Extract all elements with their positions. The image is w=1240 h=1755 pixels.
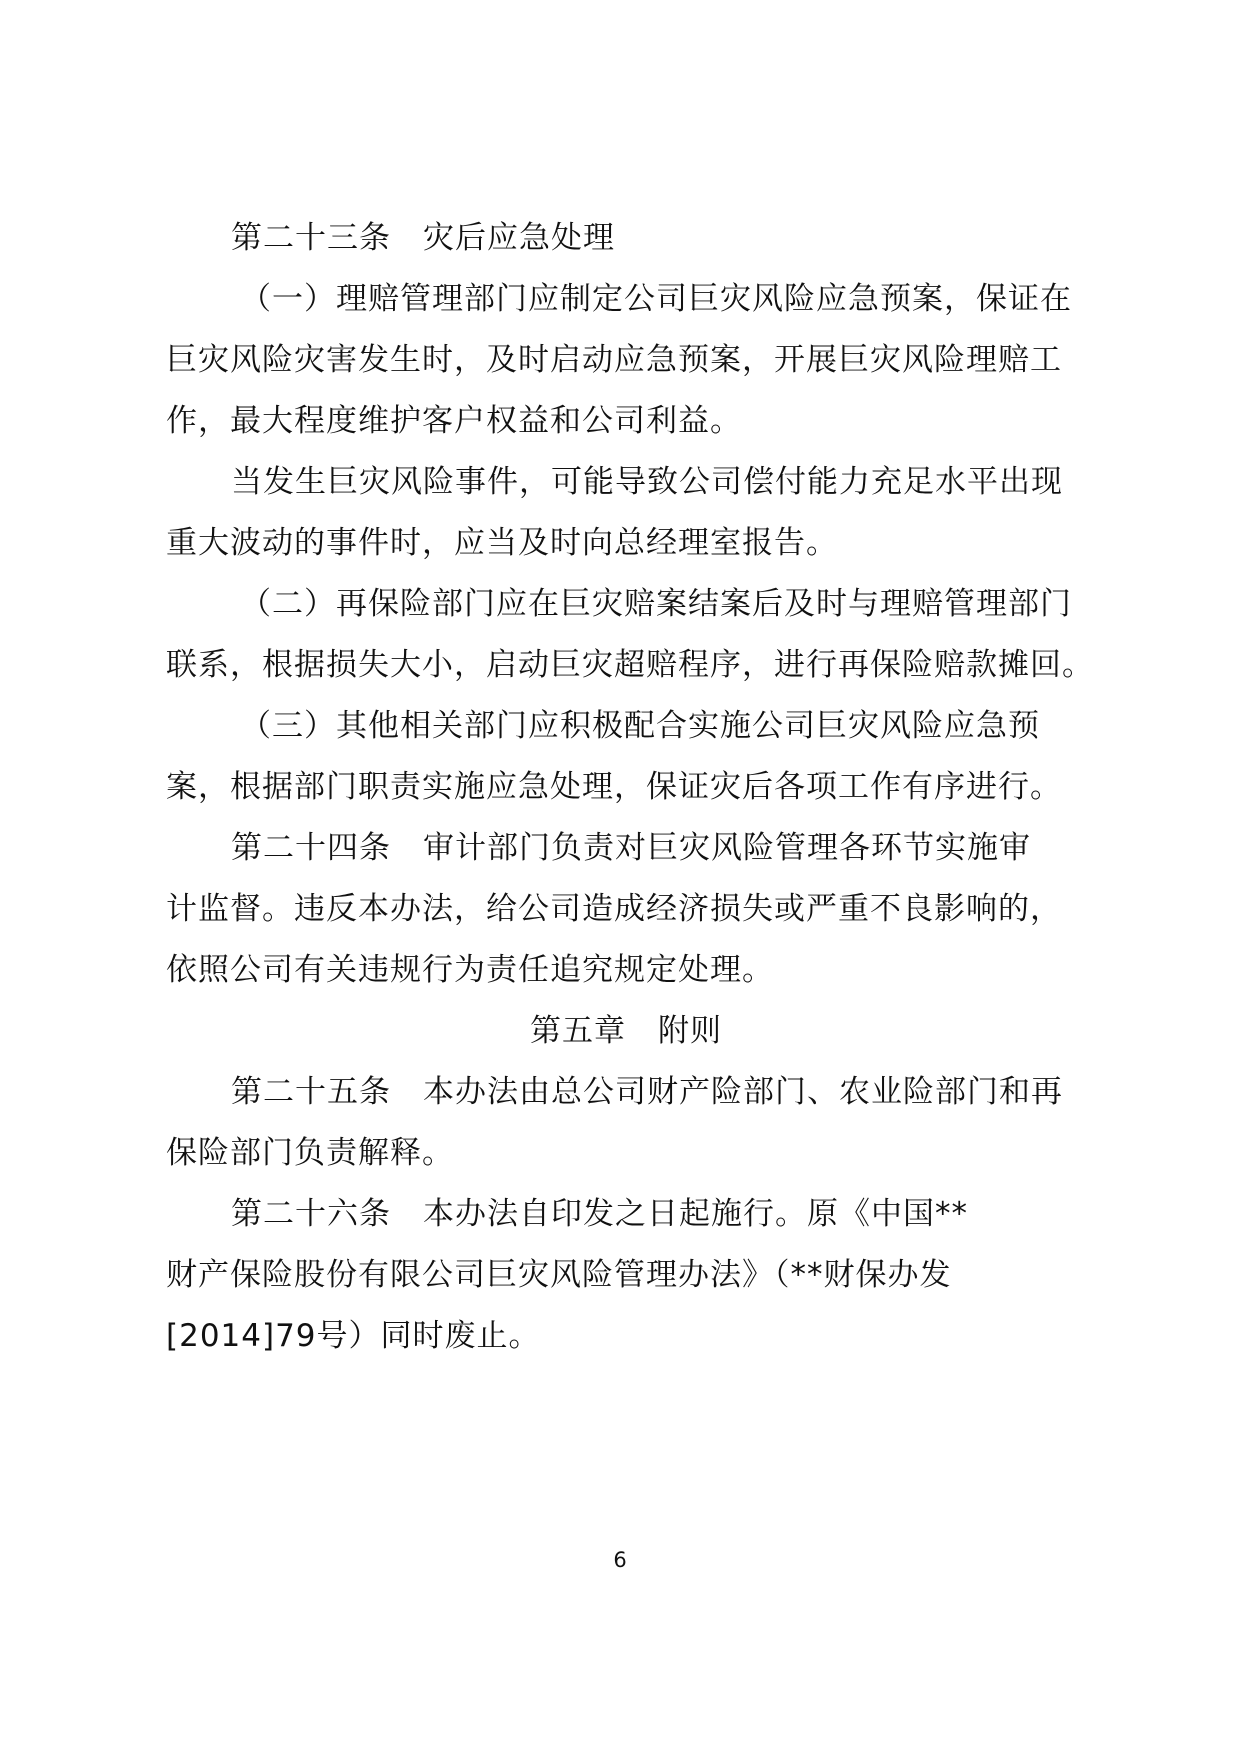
article-23-heading: 第二十三条 灾后应急处理 (231, 220, 615, 256)
article-24-line-1: 第二十四条 审计部门负责对巨灾风险管理各环节实施审 (231, 830, 1031, 866)
article-23-item-3-line-2: 案，根据部门职责实施应急处理，保证灾后各项工作有序进行。 (166, 769, 1062, 805)
article-23-item-3-line-1: （三）其他相关部门应积极配合实施公司巨灾风险应急预 (240, 708, 1040, 744)
article-26-line-1: 第二十六条 本办法自印发之日起施行。原《中国** (231, 1196, 968, 1232)
article-26-line-3: [2014]79号）同时废止。 (166, 1318, 541, 1354)
article-23-item-1-line-1: （一）理赔管理部门应制定公司巨灾风险应急预案，保证在 (240, 281, 1072, 317)
document-body (166, 208, 1094, 1367)
article-25-line-2: 保险部门负责解释。 (166, 1135, 454, 1171)
article-24-line-3: 依照公司有关违规行为责任追究规定处理。 (166, 952, 774, 988)
article-23-report-line-1: 当发生巨灾风险事件，可能导致公司偿付能力充足水平出现 (231, 464, 1063, 500)
article-23-item-1-line-3: 作，最大程度维护客户权益和公司利益。 (166, 403, 742, 439)
article-23-item-1-line-2: 巨灾风险灾害发生时，及时启动应急预案，开展巨灾风险理赔工 (166, 342, 1062, 378)
article-26-line-2: 财产保险股份有限公司巨灾风险管理办法》（**财保办发 (166, 1257, 952, 1293)
article-25-line-1: 第二十五条 本办法由总公司财产险部门、农业险部门和再 (231, 1074, 1063, 1110)
chapter-5-heading: 第五章 附则 (530, 1013, 722, 1049)
article-24-line-2: 计监督。违反本办法，给公司造成经济损失或严重不良影响的， (166, 891, 1062, 927)
article-23-report-line-2: 重大波动的事件时，应当及时向总经理室报告。 (166, 525, 838, 561)
article-23-item-2-line-1: （二）再保险部门应在巨灾赔案结案后及时与理赔管理部门 (240, 586, 1072, 622)
article-23-item-2-line-2: 联系，根据损失大小，启动巨灾超赔程序，进行再保险赔款摊回。 (166, 647, 1094, 683)
page-number: 6 (613, 1548, 627, 1572)
